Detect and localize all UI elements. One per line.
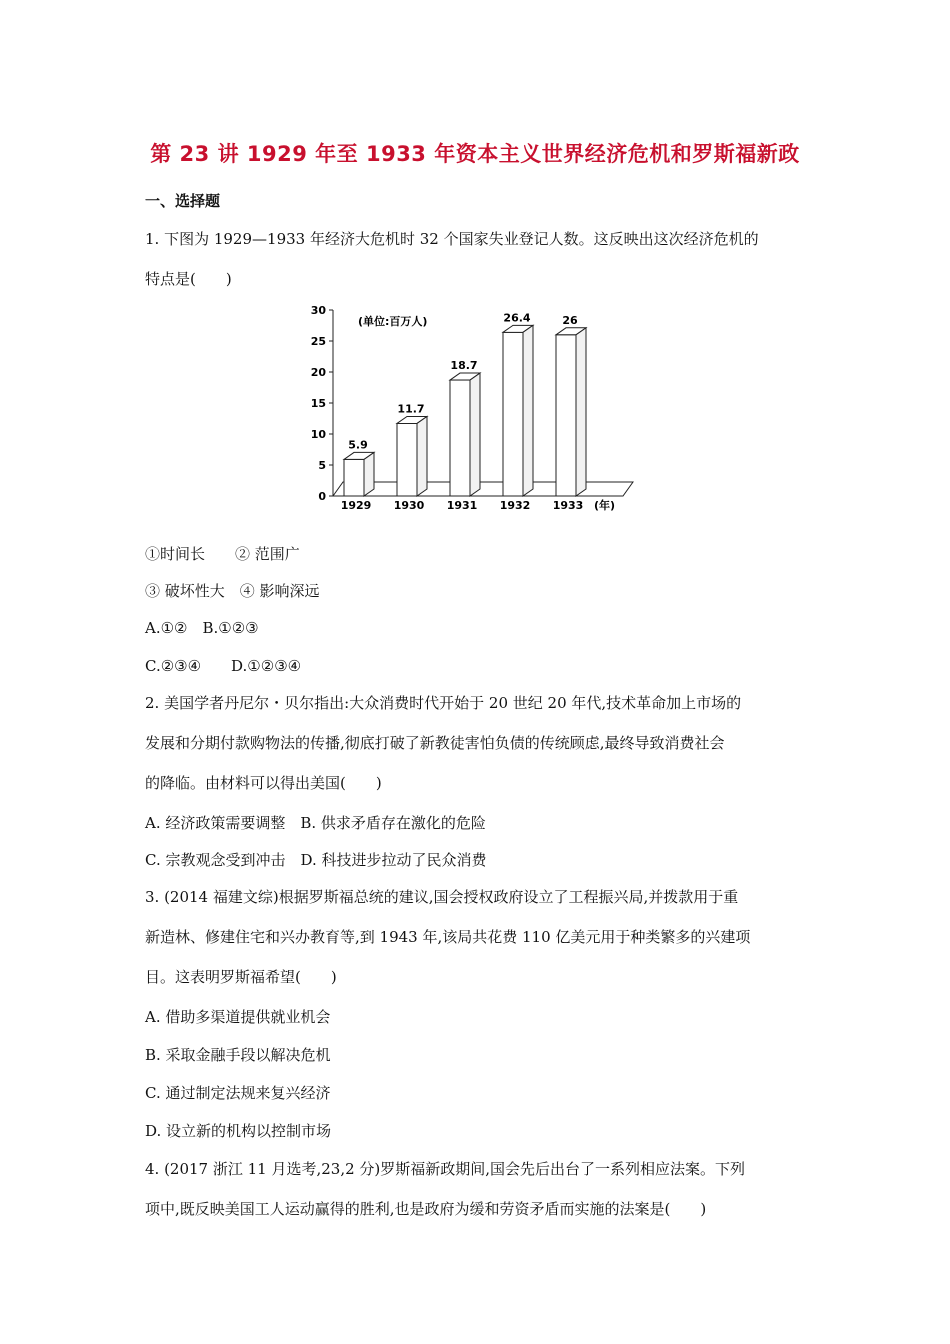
y-tick-label-15: 15 <box>310 397 326 410</box>
x-tick-label-1933: 1933 <box>552 499 584 512</box>
y-tick-label-0: 0 <box>318 490 326 503</box>
bar-1929 <box>344 459 364 496</box>
y-tick-label-30: 30 <box>310 304 326 317</box>
unemployment-bar-chart <box>300 298 640 520</box>
x-tick-label-1932: 1932 <box>499 499 531 512</box>
q2-option-cd: C. 宗教观念受到冲击 D. 科技进步拉动了民众消费 <box>145 851 487 869</box>
bar-value-label-1932: 26.4 <box>503 311 531 325</box>
q1-line-2: 特点是( ) <box>145 270 232 288</box>
x-tick-label-1929: 1929 <box>340 499 372 512</box>
bar-1931 <box>450 380 470 496</box>
x-tick-label-1931: 1931 <box>446 499 478 512</box>
q2-option-ab: A. 经济政策需要调整 B. 供求矛盾存在激化的危险 <box>145 814 486 832</box>
chart-floor <box>333 482 633 496</box>
q3-option-a: A. 借助多渠道提供就业机会 <box>145 1008 331 1026</box>
q2-line-2: 发展和分期付款购物法的传播,彻底打破了新教徒害怕负债的传统顾虑,最终导致消费社会 <box>145 734 725 752</box>
q4-line-2: 项中,既反映美国工人运动赢得的胜利,也是政府为缓和劳资矛盾而实施的法案是( ) <box>145 1200 707 1218</box>
y-tick-label-20: 20 <box>310 366 326 379</box>
q3-line-2: 新造林、修建住宅和兴办教育等,到 1943 年,该局共花费 110 亿美元用于种类繁多的兴建项 <box>145 928 751 946</box>
q3-option-c: C. 通过制定法规来复兴经济 <box>145 1084 331 1102</box>
q1-option-ab: A.①② B.①②③ <box>145 619 259 637</box>
y-tick-label-10: 10 <box>310 428 326 441</box>
q3-line-1: 3. (2014 福建文综)根据罗斯福总统的建议,国会授权政府设立了工程振兴局,并拨款用于重 <box>145 888 739 906</box>
bar-side-1933 <box>576 328 586 496</box>
q1-line-1: 1. 下图为 1929—1933 年经济大危机时 32 个国家失业登记人数。这反映出这次经济危机的 <box>145 230 759 248</box>
bar-1930 <box>397 423 417 496</box>
section-heading: 一、选择题 <box>145 192 221 210</box>
bar-side-1932 <box>523 325 533 496</box>
x-tick-label-1930: 1930 <box>393 499 425 512</box>
q2-line-1: 2. 美国学者丹尼尔・贝尔指出:大众消费时代开始于 20 世纪 20 年代,技术革命加上市场的 <box>145 694 742 712</box>
bar-side-1931 <box>470 373 480 496</box>
q1-option-cd: C.②③④ D.①②③④ <box>145 657 302 675</box>
bar-1933 <box>556 335 576 496</box>
page-title: 第 23 讲 1929 年至 1933 年资本主义世界经济危机和罗斯福新政 <box>150 142 800 166</box>
q3-option-b: B. 采取金融手段以解决危机 <box>145 1046 331 1064</box>
q2-line-3: 的降临。由材料可以得出美国( ) <box>145 774 382 792</box>
bar-1932 <box>503 332 523 496</box>
q3-line-3: 目。这表明罗斯福希望( ) <box>145 968 337 986</box>
q4-line-1: 4. (2017 浙江 11 月选考,23,2 分)罗斯福新政期间,国会先后出台了一系列相应法案。下列 <box>145 1160 746 1178</box>
bar-value-label-1929: 5.9 <box>348 438 368 452</box>
q1-item-1: ①时间长 ② 范围广 <box>145 545 300 563</box>
y-tick-label-25: 25 <box>310 335 326 348</box>
bar-value-label-1930: 11.7 <box>397 402 425 416</box>
bar-value-label-1931: 18.7 <box>450 359 478 373</box>
q1-item-2: ③ 破坏性大 ④ 影响深远 <box>145 582 320 600</box>
chart-x-unit: (年) <box>594 499 616 512</box>
bar-value-label-1933: 26 <box>562 313 578 327</box>
chart-unit-note: (单位:百万人) <box>358 315 428 328</box>
bar-side-1930 <box>417 416 427 496</box>
q3-option-d: D. 设立新的机构以控制市场 <box>145 1122 332 1140</box>
y-tick-label-5: 5 <box>318 459 326 472</box>
bar-side-1929 <box>364 452 374 496</box>
